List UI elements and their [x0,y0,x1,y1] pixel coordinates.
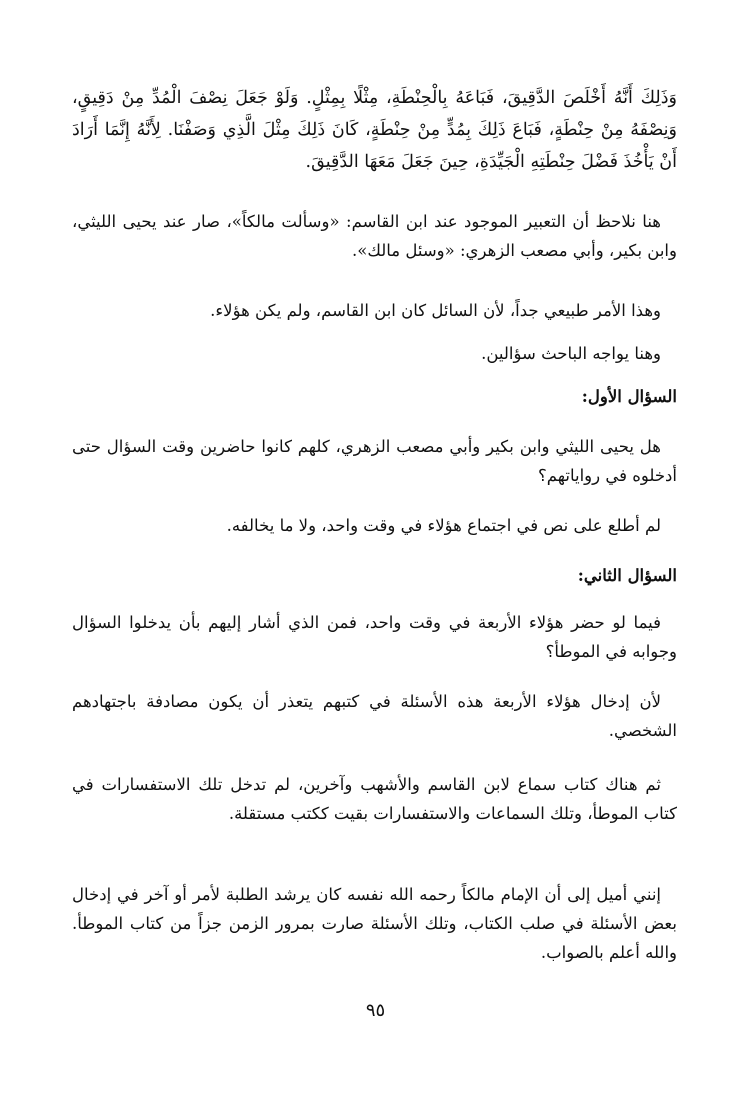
paragraph-observation: هنا نلاحظ أن التعبير الموجود عند ابن القاسم: «وسألت مالكاً»، صار عند يحيى الليثي، وابن بكير، وأبي مصعب الزهري: «وسئل مالك». [72,212,677,260]
heading-first-question: السؤال الأول: [581,387,677,406]
paragraph-first-answer: لم أطلع على نص في اجتماع هؤلاء في وقت واحد، ولا ما يخالفه. [226,516,661,535]
quoted-hadith-text: وَذَلِكَ أَنَّهُ أَخْلَصَ الدَّقِيقَ، فَبَاعَهُ بِالْحِنْطَةِ، مِثْلًا بِمِثْلٍ. وَلَوْ جَعَلَ نِصْفَ الْمُدِّ مِنْ دَقِيقٍ، وَنِصْفَهُ مِنْ حِنْطَةٍ، فَبَاعَ ذَلِكَ بِمُدٍّ مِنْ حِنْطَةٍ، كَانَ ذَلِكَ مِثْلَ الَّذِي وَصَفْنَا. لِأَنَّهُ إِنَّمَا أَرَادَ أَنْ يَأْخُذَ فَضْلَ حِنْطَتِهِ الْجَيِّدَةِ، حِينَ جَعَلَ مَعَهَا الدَّقِيقَ. [72,88,677,172]
paragraph-second-question: فيما لو حضر هؤلاء الأربعة في وقت واحد، فمن الذي أشار إليهم بأن يدخلوا السؤال وجوابه في الموطأ؟ [72,613,677,661]
paragraph-natural: وهذا الأمر طبيعي جداً، لأن السائل كان ابن القاسم، ولم يكن هؤلاء. [210,301,661,320]
paragraph-reason: لأن إدخال هؤلاء الأربعة هذه الأسئلة في كتبهم يتعذر أن يكون مصادفة باجتهادهم الشخصي. [72,692,677,740]
paragraph-two-questions: وهنا يواجه الباحث سؤالين. [481,344,661,363]
paragraph-conclusion: إنني أميل إلى أن الإمام مالكاً رحمه الله نفسه كان يرشد الطلبة لأمر أو آخر في إدخال بعض الأسئلة في صلب الكتاب، وتلك الأسئلة صارت بمرور الزمن جزاً من كتاب الموطأ. والله أعلم بالصواب. [72,885,677,962]
page-number: ٩٥ [365,1000,386,1021]
heading-second-question: السؤال الثاني: [577,566,677,585]
paragraph-first-question: هل يحيى الليثي وابن بكير وأبي مصعب الزهري، كلهم كانوا حاضرين وقت السؤال حتى أدخلوه في رواياتهم؟ [72,437,677,485]
paragraph-other-books: ثم هناك كتاب سماع لابن القاسم والأشهب وآخرين، لم تدخل تلك الاستفسارات في كتاب الموطأ، وتلك السماعات والاستفسارات بقيت ككتب مستقلة. [72,775,677,823]
